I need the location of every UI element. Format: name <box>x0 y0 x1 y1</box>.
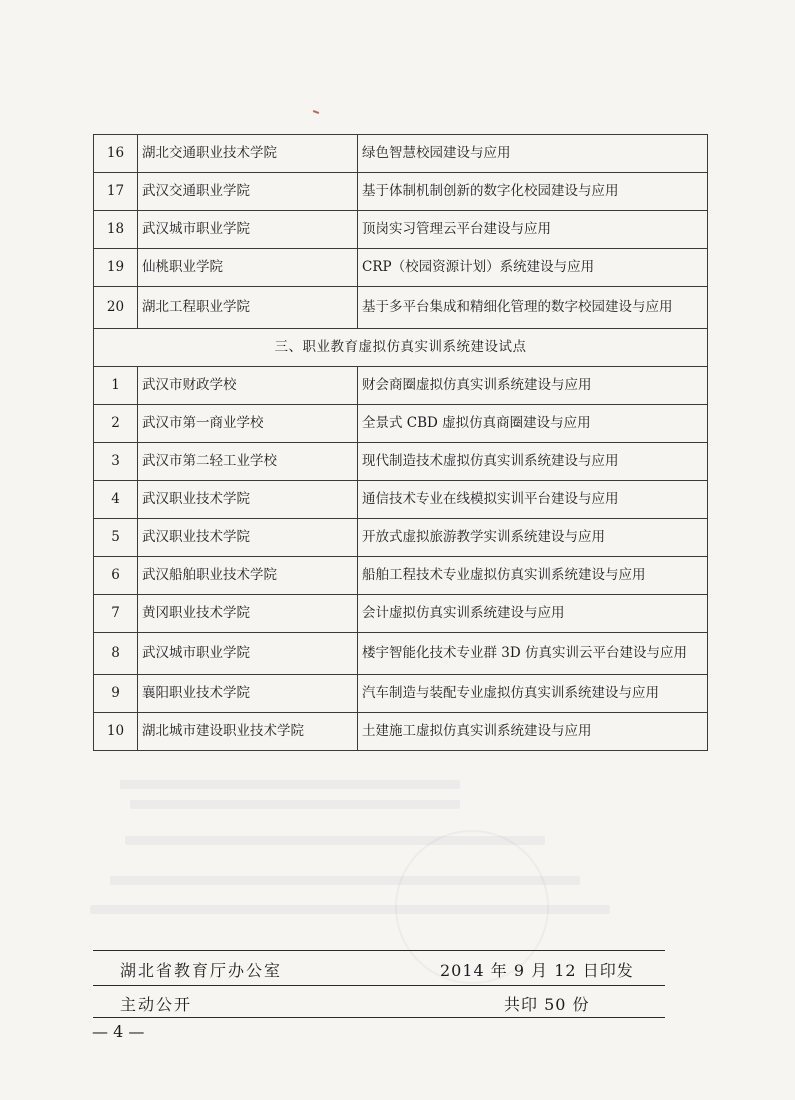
disclosure-label: 主动公开 <box>120 995 193 1014</box>
school-name: 武汉市第二轻工业学校 <box>138 443 358 481</box>
footer-rule-middle <box>93 985 665 986</box>
project-name: 通信技术专业在线模拟实训平台建设与应用 <box>358 481 708 519</box>
section-title: 三、职业教育虚拟仿真实训系统建设试点 <box>94 329 708 367</box>
row-number: 7 <box>94 595 138 633</box>
row-number: 16 <box>94 135 138 173</box>
row-number: 3 <box>94 443 138 481</box>
table-row <box>94 595 708 633</box>
row-number: 8 <box>94 633 138 675</box>
table-row <box>94 675 708 713</box>
row-number: 19 <box>94 249 138 287</box>
table-row <box>94 367 708 405</box>
row-number: 9 <box>94 675 138 713</box>
footer-rule-bottom <box>93 1017 665 1018</box>
project-name: 土建施工虚拟仿真实训系统建设与应用 <box>358 713 708 751</box>
school-name: 湖北城市建设职业技术学院 <box>138 713 358 751</box>
project-name: 汽车制造与装配专业虚拟仿真实训系统建设与应用 <box>358 675 708 713</box>
table-row <box>94 173 708 211</box>
row-number: 17 <box>94 173 138 211</box>
row-number: 1 <box>94 367 138 405</box>
row-number: 18 <box>94 211 138 249</box>
table-row <box>94 211 708 249</box>
page-number: — 4 — <box>92 1022 145 1041</box>
project-name: 现代制造技术虚拟仿真实训系统建设与应用 <box>358 443 708 481</box>
project-name: 开放式虚拟旅游教学实训系统建设与应用 <box>358 519 708 557</box>
row-number: 4 <box>94 481 138 519</box>
row-number: 10 <box>94 713 138 751</box>
table-row <box>94 557 708 595</box>
school-name: 武汉船舶职业技术学院 <box>138 557 358 595</box>
issue-date: 2014 年 9 月 12 日印发 <box>440 961 634 980</box>
school-name: 武汉市财政学校 <box>138 367 358 405</box>
school-name: 武汉职业技术学院 <box>138 481 358 519</box>
table-row <box>94 713 708 751</box>
project-name: 顶岗实习管理云平台建设与应用 <box>358 211 708 249</box>
table-row <box>94 287 708 329</box>
project-name: 基于体制机制创新的数字化校园建设与应用 <box>358 173 708 211</box>
school-name: 仙桃职业学院 <box>138 249 358 287</box>
table-row <box>94 405 708 443</box>
bleed-through-mark <box>120 780 460 789</box>
table-row <box>94 249 708 287</box>
issuer-name: 湖北省教育厅办公室 <box>120 961 283 980</box>
school-name: 湖北交通职业技术学院 <box>138 135 358 173</box>
project-name: 会计虚拟仿真实训系统建设与应用 <box>358 595 708 633</box>
project-name: 全景式 CBD 虚拟仿真商圈建设与应用 <box>358 405 708 443</box>
table-row <box>94 135 708 173</box>
project-name: 财会商圈虚拟仿真实训系统建设与应用 <box>358 367 708 405</box>
project-list-table <box>93 134 708 751</box>
school-name: 襄阳职业技术学院 <box>138 675 358 713</box>
row-number: 6 <box>94 557 138 595</box>
project-name: 绿色智慧校园建设与应用 <box>358 135 708 173</box>
table-row <box>94 633 708 675</box>
school-name: 武汉交通职业学院 <box>138 173 358 211</box>
project-name: CRP（校园资源计划）系统建设与应用 <box>358 249 708 287</box>
row-number: 5 <box>94 519 138 557</box>
school-name: 武汉城市职业学院 <box>138 211 358 249</box>
school-name: 湖北工程职业学院 <box>138 287 358 329</box>
section-header-row <box>94 329 708 367</box>
school-name: 武汉市第一商业学校 <box>138 405 358 443</box>
table-row <box>94 481 708 519</box>
table-row <box>94 443 708 481</box>
project-name: 基于多平台集成和精细化管理的数字校园建设与应用 <box>358 287 708 329</box>
project-name: 楼宇智能化技术专业群 3D 仿真实训云平台建设与应用 <box>358 633 708 675</box>
project-name: 船舶工程技术专业虚拟仿真实训系统建设与应用 <box>358 557 708 595</box>
school-name: 黄冈职业技术学院 <box>138 595 358 633</box>
red-ink-mark <box>313 110 319 114</box>
school-name: 武汉职业技术学院 <box>138 519 358 557</box>
school-name: 武汉城市职业学院 <box>138 633 358 675</box>
print-copies: 共印 50 份 <box>504 995 590 1014</box>
row-number: 2 <box>94 405 138 443</box>
bleed-through-mark <box>130 800 460 809</box>
row-number: 20 <box>94 287 138 329</box>
table-row <box>94 519 708 557</box>
footer-rule-top <box>93 950 665 951</box>
